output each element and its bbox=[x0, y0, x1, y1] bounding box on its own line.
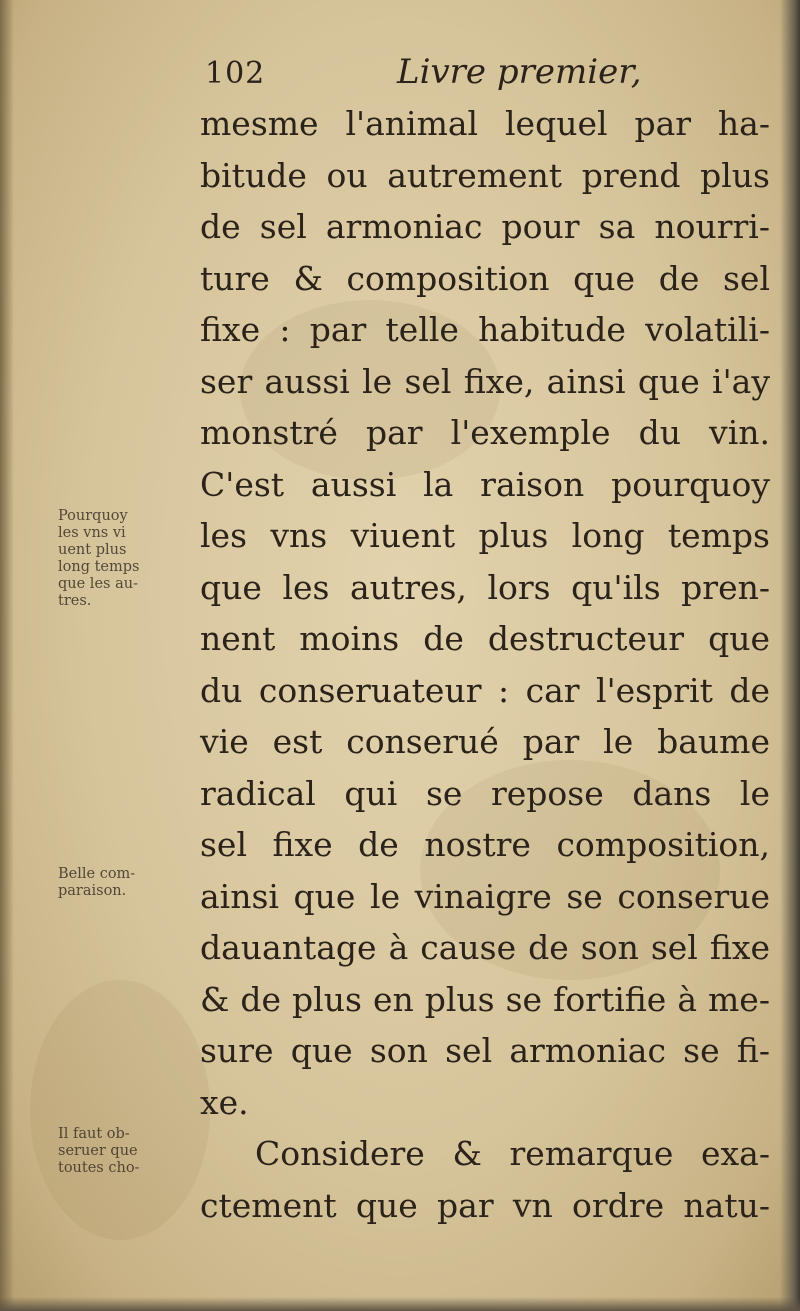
main-text bbox=[200, 98, 770, 1231]
text-line: mesme l'animal lequel par ha- bbox=[200, 104, 770, 143]
text-line: xe. bbox=[200, 1082, 249, 1122]
text-line: radical qui se repose dans le bbox=[200, 773, 770, 813]
text-line: Considere & remarque exa- bbox=[255, 1134, 770, 1173]
margin-note-line: que les au- bbox=[58, 576, 138, 592]
text-line: vie est conserué par le baume bbox=[200, 722, 770, 761]
margin-note-line: Belle com- bbox=[58, 866, 136, 882]
text-line: C'est aussi la raison pourquoy bbox=[200, 464, 770, 504]
text-line: & de plus en plus se fortifie à me- bbox=[200, 979, 770, 1019]
text-line: de sel armoniac pour sa nourri- bbox=[200, 207, 770, 246]
text-line: ser aussi le sel fixe, ainsi que i'ay bbox=[200, 361, 770, 401]
margin-note-observer bbox=[58, 1126, 188, 1177]
margin-note-line: paraison. bbox=[58, 883, 127, 899]
margin-note-line: Il faut ob- bbox=[58, 1126, 130, 1142]
text-line: du conseruateur : car l'esprit de bbox=[200, 670, 770, 710]
margin-note-comparaison bbox=[58, 866, 188, 900]
page-edge-bottom bbox=[0, 1297, 800, 1311]
running-head: Livre premier, bbox=[397, 52, 642, 92]
text-line: ainsi que le vinaigre se conserue bbox=[200, 876, 770, 916]
margin-note-line: les vns vi bbox=[58, 525, 126, 541]
text-line: fixe : par telle habitude volatili- bbox=[200, 310, 770, 349]
margin-note-pourquoy bbox=[58, 508, 188, 610]
page-edge-left bbox=[0, 0, 14, 1311]
text-line: monstré par l'exemple du vin. bbox=[200, 413, 770, 452]
text-line: que les autres, lors qu'ils pren- bbox=[200, 567, 770, 607]
text-line: dauantage à cause de son sel fixe bbox=[200, 928, 770, 967]
text-line: bitude ou autrement prend plus bbox=[200, 155, 770, 195]
text-line: sure que son sel armoniac se fi- bbox=[200, 1031, 770, 1070]
margin-note-line: toutes cho- bbox=[58, 1160, 140, 1176]
text-line: ctement que par vn ordre natu- bbox=[200, 1185, 770, 1225]
text-line: nent moins de destructeur que bbox=[200, 619, 770, 658]
text-line: ture & composition que de sel bbox=[200, 258, 770, 298]
text-line: les vns viuent plus long temps bbox=[200, 516, 770, 555]
margin-note-line: uent plus bbox=[58, 542, 127, 558]
page-edge-right bbox=[780, 0, 800, 1311]
paper-stain bbox=[30, 980, 210, 1240]
page-number: 102 bbox=[205, 56, 266, 91]
margin-note-line: seruer que bbox=[58, 1143, 138, 1159]
margin-note-line: tres. bbox=[58, 593, 92, 609]
text-line: sel fixe de nostre composition, bbox=[200, 825, 770, 864]
margin-note-line: Pourquoy bbox=[58, 508, 128, 524]
page-header bbox=[205, 52, 765, 98]
margin-note-line: long temps bbox=[58, 559, 140, 575]
